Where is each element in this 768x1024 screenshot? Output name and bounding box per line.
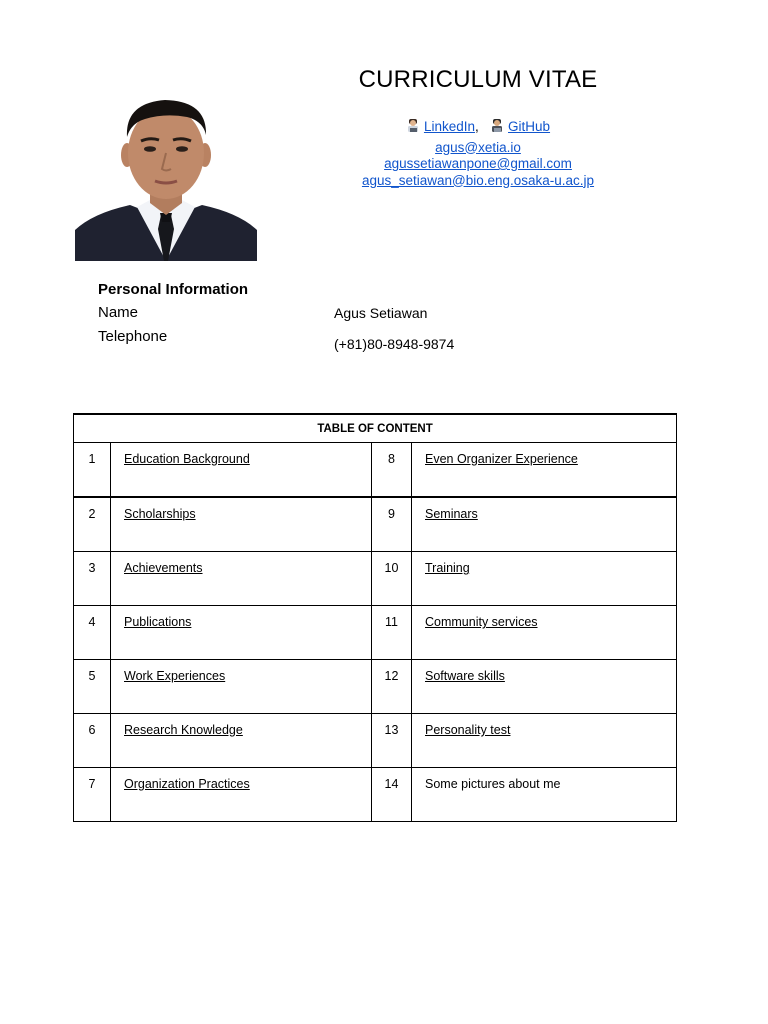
toc-number-left-num: 7 [88,777,96,791]
toc-number-left-num: 4 [88,615,96,629]
linkedin-link[interactable]: LinkedIn [423,119,475,134]
document-title: CURRICULUM VITAE [358,66,598,93]
toc-item-right-item[interactable]: Software skills [425,669,505,683]
email-link-3[interactable]: agus_setiawan@bio.eng.osaka-u.ac.jp [361,172,595,188]
link-separator: , [474,119,479,134]
table-row [74,714,677,768]
contact-links [320,118,636,189]
table-row [74,552,677,606]
toc-number-right-num: 8 [388,452,395,466]
table-row [74,606,677,660]
toc-item-left-item[interactable]: Publications [124,615,192,629]
toc-item-right-item[interactable]: Personality test [425,723,511,737]
toc-item-left-item[interactable]: Scholarships [124,507,196,521]
table-row [74,660,677,714]
toc-number-right-num: 9 [388,507,395,521]
toc-number-left-num: 5 [88,669,96,683]
personal-info-heading: Personal Information [98,281,249,298]
table-of-content [73,413,677,822]
toc-item-left-item[interactable]: Research Knowledge [124,723,243,737]
toc-number-left-num: 2 [88,507,96,521]
toc-number-left-num: 6 [88,723,96,737]
man-technologist-icon [406,118,421,138]
email-link-1[interactable]: agus@xetia.io [435,139,521,155]
toc-item-left-item[interactable]: Education Background [124,452,250,466]
email-link-2[interactable]: agussetiawanpone@gmail.com [384,156,572,171]
table-row [74,768,677,822]
toc-item-left-item[interactable]: Work Experiences [124,669,226,683]
github-link[interactable]: GitHub [508,119,551,134]
toc-number-right-num: 13 [384,723,399,737]
name-label: Name [98,304,139,321]
toc-number-right-num: 11 [385,615,398,629]
table-row [74,443,677,498]
toc-heading: TABLE OF CONTENT [74,414,677,443]
profile-photo [75,95,257,261]
toc-item-right-item[interactable]: Training [425,561,470,575]
telephone-label: Telephone [98,328,168,345]
toc-item-right-item[interactable]: Seminars [425,507,478,521]
technologist-icon [490,118,505,138]
telephone-value: (+81)80-8948-9874 [334,336,455,352]
toc-item-right-item: Some pictures about me [425,777,561,791]
toc-number-right-num: 10 [384,561,399,575]
toc-number-left-num: 1 [88,452,96,466]
toc-number-left-num: 3 [88,561,96,575]
toc-item-left-item[interactable]: Achievements [124,561,203,575]
toc-item-right-item[interactable]: Community services [425,615,538,629]
toc-item-right-item[interactable]: Even Organizer Experience [425,452,578,466]
toc-number-right-num: 12 [384,669,399,683]
table-row [74,497,677,552]
toc-item-left-item[interactable]: Organization Practices [124,777,250,791]
toc-number-right-num: 14 [384,777,399,791]
name-value: Agus Setiawan [334,305,428,321]
